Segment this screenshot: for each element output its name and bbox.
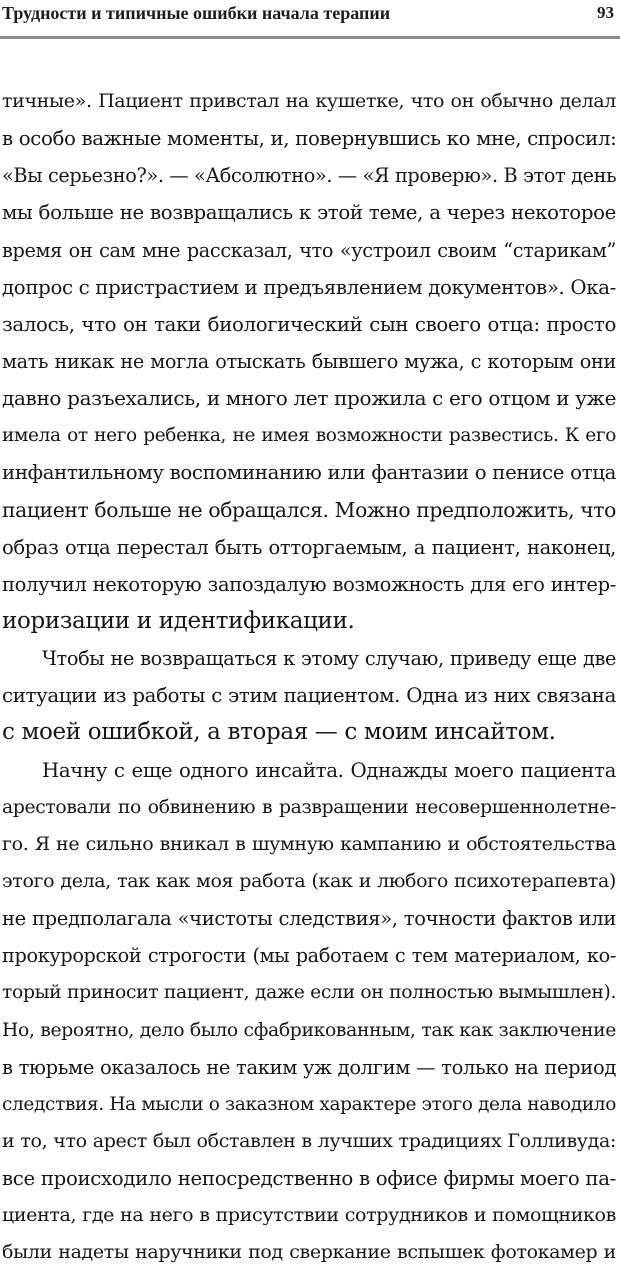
text-line: мать никак не могла отыскать бывшего мужа, с которым они [2,349,616,373]
text-line: Но, вероятно, дело было сфабрикованным, так как заключение [2,1019,616,1041]
text-line: ситуации из работы с этим пациентом. Одна из них связана [2,684,616,708]
page-number: 93 [597,3,614,22]
text-line: в тюрьме оказалось не таким уж долгим — только на период [2,1055,616,1079]
text-line: арестовали по обвинению в развращении несовершеннолетне- [2,796,616,818]
text-line: получил некоторую запоздалую возможность для его интер- [2,572,616,596]
body-text [2,83,616,1272]
text-line: образ отца перестал быть отторгаемым, а пациент, наконец, [2,535,616,559]
text-line: давно разъехались, и много лет прожила с его отцом и уже [2,386,617,411]
header-divider [0,36,620,39]
text-line: «Вы серьезно?». — «Абсолютно». — «Я проверю». В этот день [2,164,617,188]
text-line: циента, где на него в присутствии сотрудников и помощников [2,1204,616,1227]
text-line: Начну с еще одного инсайта. Однажды моего пациента [42,758,616,782]
text-line: торый приносит пациент, даже если он полностью вымышлен). [2,982,617,1004]
text-line: пациент больше не обращался. Можно предположить, что [2,497,616,522]
text-line: го. Я не сильно вникал в шумную кампанию и обстоятельства [2,832,616,855]
text-line: и то, что арест был обставлен в лучших традициях Голливуда: [2,1129,616,1152]
text-line: были надеты наручники под сверкание вспышек фотокамер и [2,1241,616,1264]
text-line: следствия. На мысли о заказном характере этого дела наводило [2,1093,616,1115]
chapter-title: Трудности и типичные ошибки начала терапии [2,3,391,23]
text-line: имела от него ребенка, не имея возможности развестись. К его [2,425,616,447]
text-line: иоризации и идентификации. [2,607,355,634]
text-line: этого дела, так как моя работа (как и любого психотерапевта) [2,869,616,892]
text-line: все происходило непосредственно в офисе фирмы моего па- [2,1167,616,1191]
text-line: инфантильному воспоминанию или фантазии о пенисе отца [2,461,616,485]
text-line: тичные». Пациент привстал на кушетке, что он обычно делал [2,90,616,112]
text-line: с моей ошибкой, а вторая — с моим инсайтом. [2,719,556,746]
text-line: мы больше не возвращались к этой теме, а через некоторое [2,201,616,225]
text-line: в особо важные моменты, и, повернувшись ко мне, спросил: [2,127,617,151]
text-line: залось, что он таки биологический сын своего отца: просто [2,312,616,336]
text-line: прокурорской строгости (мы работаем с тем материалом, ко- [2,944,616,968]
text-line: время он сам мне рассказал, что «устроил своим “старикам” [2,238,616,262]
text-line: допрос с пристрастием и предъявлением документов». Ока- [2,275,616,299]
text-line: Чтобы не возвращаться к этому случаю, приведу еще две [42,647,616,671]
text-line: не предполагала «чистоты следствия», точности фактов или [2,907,616,931]
running-header [2,2,618,24]
